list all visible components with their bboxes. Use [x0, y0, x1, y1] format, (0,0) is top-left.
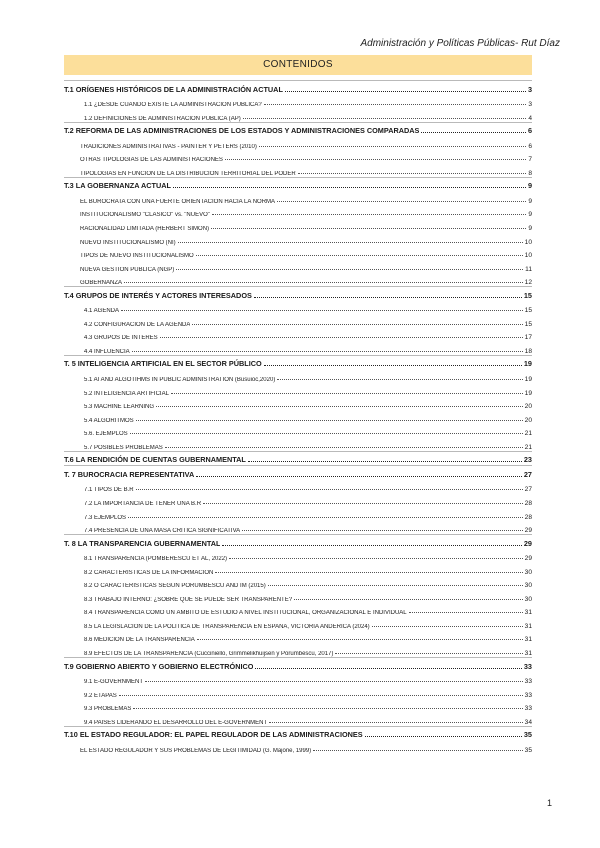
toc-entry-title: 5.6. EJEMPLOS — [84, 431, 128, 438]
toc-entry-page: 28 — [524, 513, 532, 521]
toc-leader-dots — [203, 503, 523, 504]
toc-section-entry[interactable] — [64, 218, 532, 232]
toc-leader-dots — [130, 433, 523, 434]
toc-section-entry[interactable] — [64, 685, 532, 699]
toc-entry-title: T.9 GOBIERNO ABIERTO Y GOBIERNO ELECTRÓNICO — [64, 661, 254, 671]
toc-leader-dots — [196, 255, 523, 256]
toc-entry-title: 5.3 MACHINE LEARNING — [84, 404, 155, 411]
toc-entry-title: 5.4 ALGORITMOS — [84, 417, 134, 424]
toc-entry-title: 4.4 INFLUENCIA — [84, 348, 130, 355]
toc-leader-dots — [277, 379, 522, 380]
toc-section-entry[interactable] — [64, 383, 532, 397]
toc-entry-page: 23 — [523, 455, 532, 465]
toc-entry-title: T.10 EL ESTADO REGULADOR: EL PAPEL REGULADOR DE LAS ADMINISTRACIONES — [64, 730, 363, 740]
toc-section-entry[interactable] — [64, 643, 532, 657]
toc-section-entry[interactable] — [64, 246, 532, 260]
toc-entry-title: NUEVO INSTITUCIONALISMO (NI) — [80, 239, 176, 246]
toc-leader-dots — [176, 269, 523, 270]
toc-section-entry[interactable] — [64, 108, 532, 122]
toc-entry-page: 27 — [523, 469, 532, 479]
toc-leader-dots — [365, 736, 522, 737]
toc-section-entry[interactable] — [64, 699, 532, 713]
toc-section-entry[interactable] — [64, 163, 532, 177]
toc-entry-page: 6 — [527, 126, 532, 136]
toc-entry-page: 21 — [524, 443, 532, 451]
toc-entry-title: 8.4 TRANSPARENCIA COMO UN ÁMBITO DE ESTUDIO A NIVEL INSTITUCIONAL, ORGANIZACIONAL E INDIVIDUAL — [84, 610, 407, 617]
toc-entry-page: 20 — [524, 416, 532, 424]
toc-entry-page: 17 — [524, 334, 532, 342]
toc-leader-dots — [160, 337, 523, 338]
toc-entry-title: 9.2 ETAPAS — [84, 692, 117, 699]
toc-leader-dots — [225, 159, 526, 160]
toc-entry-page: 11 — [525, 265, 532, 273]
toc-section-entry[interactable] — [64, 232, 532, 246]
toc-leader-dots — [136, 420, 523, 421]
toc-entry-title: T.1 ORÍGENES HISTÓRICOS DE LA ADMINISTRACIÓN ACTUAL — [64, 84, 283, 94]
toc-leader-dots — [254, 297, 522, 298]
toc-section-entry[interactable] — [64, 630, 532, 644]
toc-leader-dots — [268, 585, 523, 586]
toc-entry-title: 8.1 TRANSPARENCIA (POMBERESCU ET AL, 2022) — [84, 556, 228, 563]
toc-leader-dots — [119, 695, 523, 696]
toc-entry-title: 9.3 PROBLEMAS — [84, 706, 132, 713]
toc-entry-page: 9 — [527, 181, 532, 191]
toc-section-entry[interactable] — [64, 341, 532, 355]
toc-entry-title: T. 5 INTELIGENCIA ARTIFICIAL EN EL SECTOR PÚBLICO — [64, 359, 262, 369]
toc-entry-page: 35 — [524, 746, 532, 754]
toc-leader-dots — [133, 708, 522, 709]
toc-section-entry[interactable] — [64, 507, 532, 521]
toc-chapter-entry[interactable] — [64, 465, 532, 480]
page-number: 1 — [546, 798, 552, 808]
toc-section-entry[interactable] — [64, 576, 532, 590]
toc-chapter-entry[interactable] — [64, 80, 532, 95]
toc-entry-title: GOBERNANZA — [80, 280, 123, 287]
toc-leader-dots — [215, 572, 522, 573]
toc-leader-dots — [285, 91, 526, 92]
toc-section-entry[interactable] — [64, 301, 532, 315]
toc-entry-page: 10 — [524, 238, 532, 246]
toc-entry-page: 29 — [524, 555, 532, 563]
toc-entry-page: 30 — [524, 595, 532, 603]
toc-section-entry[interactable] — [64, 549, 532, 563]
toc-entry-page: 27 — [524, 486, 532, 494]
toc-leader-dots — [298, 173, 527, 174]
toc-entry-title: 8.9 EFECTOS DE LA TRANSPARENCIA (Cucciniello, Grimmelikhuijsen y Porumbescu, 2017) — [84, 650, 334, 657]
toc-section-entry[interactable] — [64, 740, 532, 754]
toc-leader-dots — [121, 310, 523, 311]
toc-leader-dots — [259, 146, 527, 147]
toc-entry-title: 5.2 INTELIGENCIA ARTIFICIAL — [84, 390, 169, 397]
toc-leader-dots — [243, 118, 527, 119]
toc-section-entry[interactable] — [64, 562, 532, 576]
toc-section-entry[interactable] — [64, 672, 532, 686]
toc-leader-dots — [196, 476, 522, 477]
toc-entry-page: 6 — [528, 142, 532, 150]
toc-leader-dots — [409, 612, 523, 613]
toc-entry-title: T.3 LA GOBERNANZA ACTUAL — [64, 181, 172, 191]
toc-entry-title: NUEVA GESTIÓN PÚBLICA (NGP) — [80, 266, 175, 273]
toc-leader-dots — [136, 489, 523, 490]
toc-section-entry[interactable] — [64, 521, 532, 535]
toc-entry-title: T. 8 LA TRANSPARENCIA GUBERNAMENTAL — [64, 538, 221, 548]
toc-section-entry[interactable] — [64, 616, 532, 630]
toc-entry-title: 8.6 MEDICIÓN DE LA TRANSPARENCIA — [84, 637, 195, 644]
toc-section-entry[interactable] — [64, 314, 532, 328]
toc-entry-page: 8 — [528, 169, 532, 177]
toc-section-entry[interactable] — [64, 205, 532, 219]
toc-chapter-entry[interactable] — [64, 177, 532, 192]
toc-entry-page: 9 — [528, 211, 532, 219]
toc-leader-dots — [255, 668, 521, 669]
toc-entry-page: 10 — [524, 252, 532, 260]
toc-leader-dots — [222, 545, 521, 546]
toc-entry-title: 7.3 EJEMPLOS — [84, 514, 127, 521]
toc-entry-page: 30 — [524, 582, 532, 590]
toc-entry-page: 31 — [524, 636, 532, 644]
toc-entry-page: 35 — [523, 730, 532, 740]
toc-section-entry[interactable] — [64, 493, 532, 507]
toc-entry-page: 31 — [524, 622, 532, 630]
toc-section-entry[interactable] — [64, 259, 532, 273]
toc-leader-dots — [211, 228, 526, 229]
toc-entry-page: 9 — [528, 225, 532, 233]
toc-section-entry[interactable] — [64, 424, 532, 438]
toc-leader-dots — [313, 750, 522, 751]
toc-entry-title: 7.1 TIPOS DE B.R — [84, 487, 134, 494]
toc-entry-title: 7.4 PRESENCIA DE UNA MASA CRÍTICA SIGNIFICATIVA — [84, 528, 241, 535]
toc-leader-dots — [192, 324, 522, 325]
toc-entry-page: 34 — [524, 718, 532, 726]
toc-leader-dots — [335, 653, 522, 654]
toc-section-entry[interactable] — [64, 95, 532, 109]
toc-entry-title: 4.3 GRUPOS DE INTERÉS — [84, 335, 158, 342]
toc-entry-title: OTRAS TIPOLOGÍAS DE LAS ADMINISTRACIONES — [80, 157, 223, 164]
toc-chapter-entry[interactable] — [64, 534, 532, 549]
toc-entry-title: 7.2 LA IMPORTANCIA DE TENER UNA B.R — [84, 500, 202, 507]
toc-section-entry[interactable] — [64, 150, 532, 164]
toc-entry-title: 5.7 POSIBLES PROBLEMAS — [84, 444, 163, 451]
toc-section-entry[interactable] — [64, 136, 532, 150]
toc-entry-page: 19 — [524, 389, 532, 397]
toc-chapter-entry[interactable] — [64, 451, 532, 466]
table-of-contents — [64, 80, 532, 754]
toc-entry-page: 7 — [528, 156, 532, 164]
toc-leader-dots — [229, 558, 523, 559]
toc-entry-page: 33 — [524, 705, 532, 713]
toc-leader-dots — [277, 201, 526, 202]
toc-leader-dots — [128, 517, 523, 518]
toc-entry-title: TIPOLOGÍAS EN FUNCIÓN DE LA DISTRIBUCIÓN TERRITORIAL DEL PODER — [80, 170, 296, 177]
toc-leader-dots — [197, 639, 523, 640]
toc-leader-dots — [372, 626, 523, 627]
toc-leader-dots — [248, 461, 522, 462]
toc-leader-dots — [212, 214, 526, 215]
running-header: Administración y Políticas Públicas- Rut Díaz — [360, 38, 560, 49]
toc-entry-title: T. 7 BUROCRACIA REPRESENTATIVA — [64, 469, 195, 479]
toc-entry-page: 33 — [523, 661, 532, 671]
toc-section-entry[interactable] — [64, 273, 532, 287]
toc-entry-page: 28 — [524, 499, 532, 507]
toc-section-entry[interactable] — [64, 369, 532, 383]
toc-entry-page: 20 — [524, 403, 532, 411]
toc-entry-page: 3 — [528, 101, 532, 109]
toc-leader-dots — [421, 132, 526, 133]
toc-section-entry[interactable] — [64, 603, 532, 617]
toc-entry-title: TIPOS DE NUEVO INSTITUCIONALISMO — [80, 253, 194, 260]
toc-entry-page: 15 — [523, 290, 532, 300]
toc-entry-page: 9 — [528, 197, 532, 205]
toc-entry-title: 8.5 LA LEGISLACIÓN DE LA POLÍTICA DE TRANSPARENCIA EN ESPAÑA, VICTORIA ANDERICA (2024) — [84, 623, 370, 630]
toc-entry-page: 19 — [523, 359, 532, 369]
toc-leader-dots — [269, 722, 522, 723]
toc-leader-dots — [173, 187, 526, 188]
toc-entry-title: 9.1 E-GOVERNMENT — [84, 679, 144, 686]
toc-section-entry[interactable] — [64, 437, 532, 451]
toc-entry-page: 18 — [524, 347, 532, 355]
toc-entry-page: 3 — [527, 84, 532, 94]
toc-entry-page: 29 — [523, 538, 532, 548]
toc-entry-title: 1.2 DEFINICIONES DE ADMINISTRACIÓN PÚBLICA (AP) — [84, 115, 241, 122]
toc-entry-page: 33 — [524, 678, 532, 686]
toc-entry-title: TRADICIONES ADMINISTRATIVAS - PAINTER Y PETERS (2010) — [80, 143, 257, 150]
toc-entry-page: 29 — [524, 527, 532, 535]
toc-entry-page: 15 — [524, 307, 532, 315]
toc-chapter-entry[interactable] — [64, 122, 532, 137]
toc-leader-dots — [156, 406, 523, 407]
toc-chapter-entry[interactable] — [64, 726, 532, 741]
toc-entry-title: EL BURÓCRATA CON UNA FUERTE ORIENTACIÓN HACIA LA NORMA — [80, 198, 276, 205]
toc-leader-dots — [145, 681, 523, 682]
toc-section-entry[interactable] — [64, 589, 532, 603]
toc-entry-title: EL ESTADO REGULADOR Y SUS PROBLEMAS DE LEGITIMIDAD (G. Majone, 1999) — [80, 747, 312, 754]
toc-entry-page: 31 — [524, 609, 532, 617]
toc-leader-dots — [132, 351, 523, 352]
toc-leader-dots — [178, 242, 523, 243]
toc-entry-title: 8.3 TRABAJO INTERNO: ¿SOBRE QUÉ SE PUEDE SER TRANSPARENTE? — [84, 596, 293, 603]
toc-section-entry[interactable] — [64, 480, 532, 494]
toc-entry-title: 4.2 CONFIGURACIÓN DE LA AGENDA — [84, 321, 191, 328]
toc-leader-dots — [242, 530, 523, 531]
toc-section-entry[interactable] — [64, 328, 532, 342]
toc-entry-title: 5.1 AI AND ALGOTIHMS IN PUBLIC ADMINISTRATION (Busuioc,2020) — [84, 377, 276, 384]
toc-entry-page: 19 — [524, 376, 532, 384]
toc-leader-dots — [171, 393, 523, 394]
toc-entry-title: 1.1 ¿DESDE CUÁNDO EXISTE LA ADMINISTRACIÓN PÚBLICA? — [84, 102, 262, 109]
toc-entry-title: 8.2 CARACTERÍSTICAS DE LA INFORMACIÓN — [84, 569, 214, 576]
toc-section-entry[interactable] — [64, 410, 532, 424]
toc-entry-title: INSTITUCIONALISMO "CLÁSICO" vs. "NUEVO" — [80, 212, 210, 219]
toc-entry-page: 15 — [524, 320, 532, 328]
toc-entry-title: 8.2 O CARACTERÍSTICAS SEGÚN PORUMBESCU AND IM (2015) — [84, 583, 266, 590]
toc-entry-page: 21 — [524, 430, 532, 438]
toc-entry-page: 30 — [524, 568, 532, 576]
toc-entry-page: 12 — [524, 279, 532, 287]
toc-leader-dots — [264, 104, 527, 105]
toc-section-entry[interactable] — [64, 397, 532, 411]
toc-leader-dots — [165, 447, 523, 448]
toc-leader-dots — [264, 365, 522, 366]
toc-entry-title: T.6 LA RENDICIÓN DE CUENTAS GUBERNAMENTAL — [64, 455, 246, 465]
toc-entry-title: 4.1 AGENDA — [84, 308, 120, 315]
toc-chapter-entry[interactable] — [64, 286, 532, 301]
toc-section-entry[interactable] — [64, 712, 532, 726]
toc-chapter-entry[interactable] — [64, 355, 532, 370]
toc-entry-page: 4 — [528, 114, 532, 122]
toc-entry-page: 33 — [524, 691, 532, 699]
toc-leader-dots — [124, 282, 523, 283]
toc-section-entry[interactable] — [64, 191, 532, 205]
toc-entry-page: 31 — [524, 649, 532, 657]
toc-entry-title: T.4 GRUPOS DE INTERÉS Y ACTORES INTERESADOS — [64, 290, 252, 300]
toc-entry-title: 9.4 PAÍSES LIDERANDO EL DESARROLLO DEL E-GOVERNMENT — [84, 719, 268, 726]
toc-leader-dots — [294, 599, 523, 600]
contents-title-banner: CONTENIDOS — [64, 55, 532, 75]
toc-entry-title: RACIONALIDAD LIMITADA (HERBERT SIMON) — [80, 226, 210, 233]
toc-chapter-entry[interactable] — [64, 657, 532, 672]
toc-entry-title: T.2 REFORMA DE LAS ADMINISTRACIONES DE LOS ESTADOS Y ADMINISTRACIONES COMPARADAS — [64, 126, 420, 136]
